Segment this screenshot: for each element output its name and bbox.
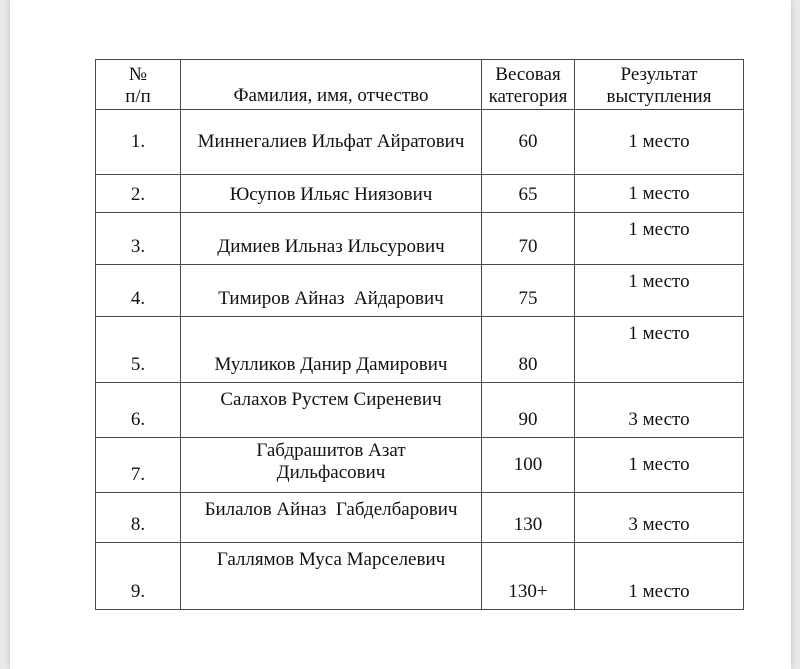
table-row — [96, 110, 744, 175]
athlete-name-line2: Дильфасович — [276, 462, 386, 483]
header-number-abbr: п/п — [125, 86, 151, 107]
result: 3 место — [575, 493, 744, 543]
header-number-symbol: № — [128, 64, 148, 85]
athlete-name: Тимиров Айназ Айдарович — [181, 265, 482, 317]
row-number: 6. — [96, 383, 181, 438]
row-number: 9. — [96, 543, 181, 610]
athlete-name: Салахов Рустем Сиреневич — [181, 383, 482, 438]
result: 1 место — [575, 213, 744, 265]
weight-category: 60 — [482, 110, 575, 175]
header-result-line1: Результат — [620, 64, 698, 85]
result: 1 место — [575, 438, 744, 493]
athlete-name: Миннегалиев Ильфат Айратович — [181, 110, 482, 175]
header-number — [96, 60, 181, 110]
result: 1 место — [575, 175, 744, 213]
table-row — [96, 383, 744, 438]
athlete-name-line1: Габдрашитов Азат — [256, 440, 406, 461]
athlete-name: Билалов Айназ Габделбарович — [181, 493, 482, 543]
row-number: 8. — [96, 493, 181, 543]
athlete-name — [181, 438, 482, 493]
weight-category: 80 — [482, 317, 575, 383]
athlete-name: Галлямов Муса Марселевич — [181, 543, 482, 610]
table-row — [96, 493, 744, 543]
row-number: 1. — [96, 110, 181, 175]
result: 1 место — [575, 110, 744, 175]
weight-category: 100 — [482, 438, 575, 493]
result: 1 место — [575, 543, 744, 610]
athlete-name: Димиев Ильназ Ильсурович — [181, 213, 482, 265]
weight-category: 65 — [482, 175, 575, 213]
weight-category: 70 — [482, 213, 575, 265]
weight-category: 90 — [482, 383, 575, 438]
result: 1 место — [575, 317, 744, 383]
row-number: 4. — [96, 265, 181, 317]
table-header-row — [96, 60, 744, 110]
weight-category: 130+ — [482, 543, 575, 610]
table-row — [96, 317, 744, 383]
header-weight-category-line2: категория — [488, 86, 568, 107]
weight-category: 130 — [482, 493, 575, 543]
table-row — [96, 175, 744, 213]
header-result-line2: выступления — [606, 86, 712, 107]
table-row — [96, 438, 744, 493]
header-result — [575, 60, 744, 110]
weight-category: 75 — [482, 265, 575, 317]
row-number: 3. — [96, 213, 181, 265]
athlete-name: Юсупов Ильяс Ниязович — [181, 175, 482, 213]
result: 1 место — [575, 265, 744, 317]
header-weight-category-line1: Весовая — [495, 64, 561, 85]
document-page — [10, 0, 791, 669]
row-number: 7. — [96, 438, 181, 493]
results-table — [95, 59, 744, 610]
table-row — [96, 543, 744, 610]
header-weight-category — [482, 60, 575, 110]
result: 3 место — [575, 383, 744, 438]
table-row — [96, 265, 744, 317]
table-row — [96, 213, 744, 265]
row-number: 5. — [96, 317, 181, 383]
athlete-name: Мулликов Данир Дамирович — [181, 317, 482, 383]
header-name: Фамилия, имя, отчество — [181, 60, 482, 110]
row-number: 2. — [96, 175, 181, 213]
